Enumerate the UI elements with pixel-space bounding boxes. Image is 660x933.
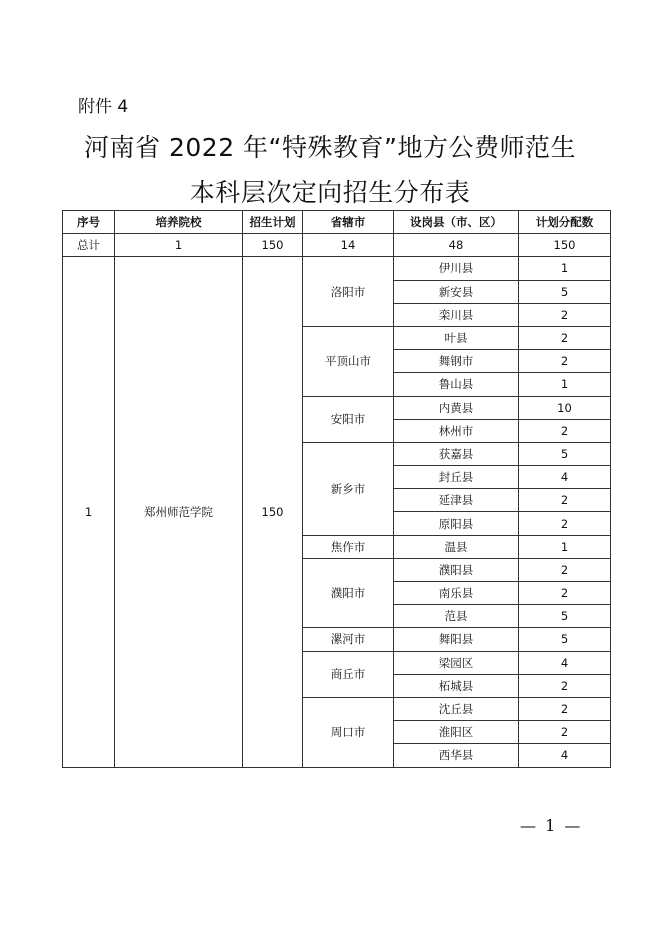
county-cell: 舞钢市 (394, 350, 519, 373)
allocation-cell: 2 (519, 582, 611, 605)
city-cell: 周口市 (303, 697, 394, 767)
allocation-cell: 2 (519, 674, 611, 697)
city-cell: 焦作市 (303, 535, 394, 558)
county-cell: 南乐县 (394, 582, 519, 605)
county-cell: 梁园区 (394, 651, 519, 674)
allocation-cell: 4 (519, 466, 611, 489)
city-cell: 商丘市 (303, 651, 394, 697)
county-cell: 舞阳县 (394, 628, 519, 651)
county-cell: 内黄县 (394, 396, 519, 419)
header-row (63, 211, 611, 234)
header-city: 省辖市 (303, 211, 394, 234)
total-plan: 150 (243, 234, 303, 257)
allocation-cell: 5 (519, 605, 611, 628)
allocation-cell: 2 (519, 303, 611, 326)
county-cell: 沈丘县 (394, 697, 519, 720)
allocation-cell: 2 (519, 419, 611, 442)
city-cell: 濮阳市 (303, 558, 394, 628)
total-counties: 48 (394, 234, 519, 257)
allocation-cell: 1 (519, 257, 611, 280)
seq-cell: 1 (63, 257, 115, 767)
city-cell: 安阳市 (303, 396, 394, 442)
distribution-table (62, 210, 611, 768)
header-seq: 序号 (63, 211, 115, 234)
document-subtitle: 本科层次定向招生分布表 (189, 178, 471, 207)
county-cell: 柘城县 (394, 674, 519, 697)
allocation-cell: 4 (519, 651, 611, 674)
allocation-cell: 1 (519, 373, 611, 396)
plan-cell: 150 (243, 257, 303, 767)
total-allocation: 150 (519, 234, 611, 257)
county-cell: 新安县 (394, 280, 519, 303)
allocation-cell: 2 (519, 721, 611, 744)
allocation-cell: 2 (519, 512, 611, 535)
total-schools: 1 (115, 234, 243, 257)
city-cell: 平顶山市 (303, 326, 394, 396)
county-cell: 伊川县 (394, 257, 519, 280)
county-cell: 原阳县 (394, 512, 519, 535)
header-county: 设岗县（市、区） (394, 211, 519, 234)
allocation-cell: 2 (519, 489, 611, 512)
total-label: 总计 (63, 234, 115, 257)
county-cell: 栾川县 (394, 303, 519, 326)
county-cell: 濮阳县 (394, 558, 519, 581)
county-cell: 延津县 (394, 489, 519, 512)
county-cell: 温县 (394, 535, 519, 558)
header-plan: 招生计划 (243, 211, 303, 234)
document-title: 河南省 2022 年“特殊教育”地方公费师范生 (84, 133, 576, 162)
allocation-cell: 5 (519, 442, 611, 465)
total-cities: 14 (303, 234, 394, 257)
county-cell: 范县 (394, 605, 519, 628)
county-cell: 西华县 (394, 744, 519, 767)
allocation-cell: 2 (519, 558, 611, 581)
allocation-cell: 2 (519, 697, 611, 720)
total-row (63, 234, 611, 257)
county-cell: 淮阳区 (394, 721, 519, 744)
county-cell: 鲁山县 (394, 373, 519, 396)
allocation-cell: 1 (519, 535, 611, 558)
county-cell: 封丘县 (394, 466, 519, 489)
page-number: — 1 — (520, 816, 583, 835)
allocation-cell: 2 (519, 350, 611, 373)
allocation-cell: 10 (519, 396, 611, 419)
allocation-cell: 4 (519, 744, 611, 767)
city-cell: 新乡市 (303, 442, 394, 535)
table-row (63, 257, 611, 280)
header-allocation: 计划分配数 (519, 211, 611, 234)
header-school: 培养院校 (115, 211, 243, 234)
attachment-label: 附件 4 (78, 97, 129, 117)
allocation-cell: 5 (519, 280, 611, 303)
allocation-cell: 2 (519, 326, 611, 349)
city-cell: 漯河市 (303, 628, 394, 651)
county-cell: 获嘉县 (394, 442, 519, 465)
city-cell: 洛阳市 (303, 257, 394, 327)
school-cell: 郑州师范学院 (115, 257, 243, 767)
county-cell: 叶县 (394, 326, 519, 349)
allocation-cell: 5 (519, 628, 611, 651)
county-cell: 林州市 (394, 419, 519, 442)
